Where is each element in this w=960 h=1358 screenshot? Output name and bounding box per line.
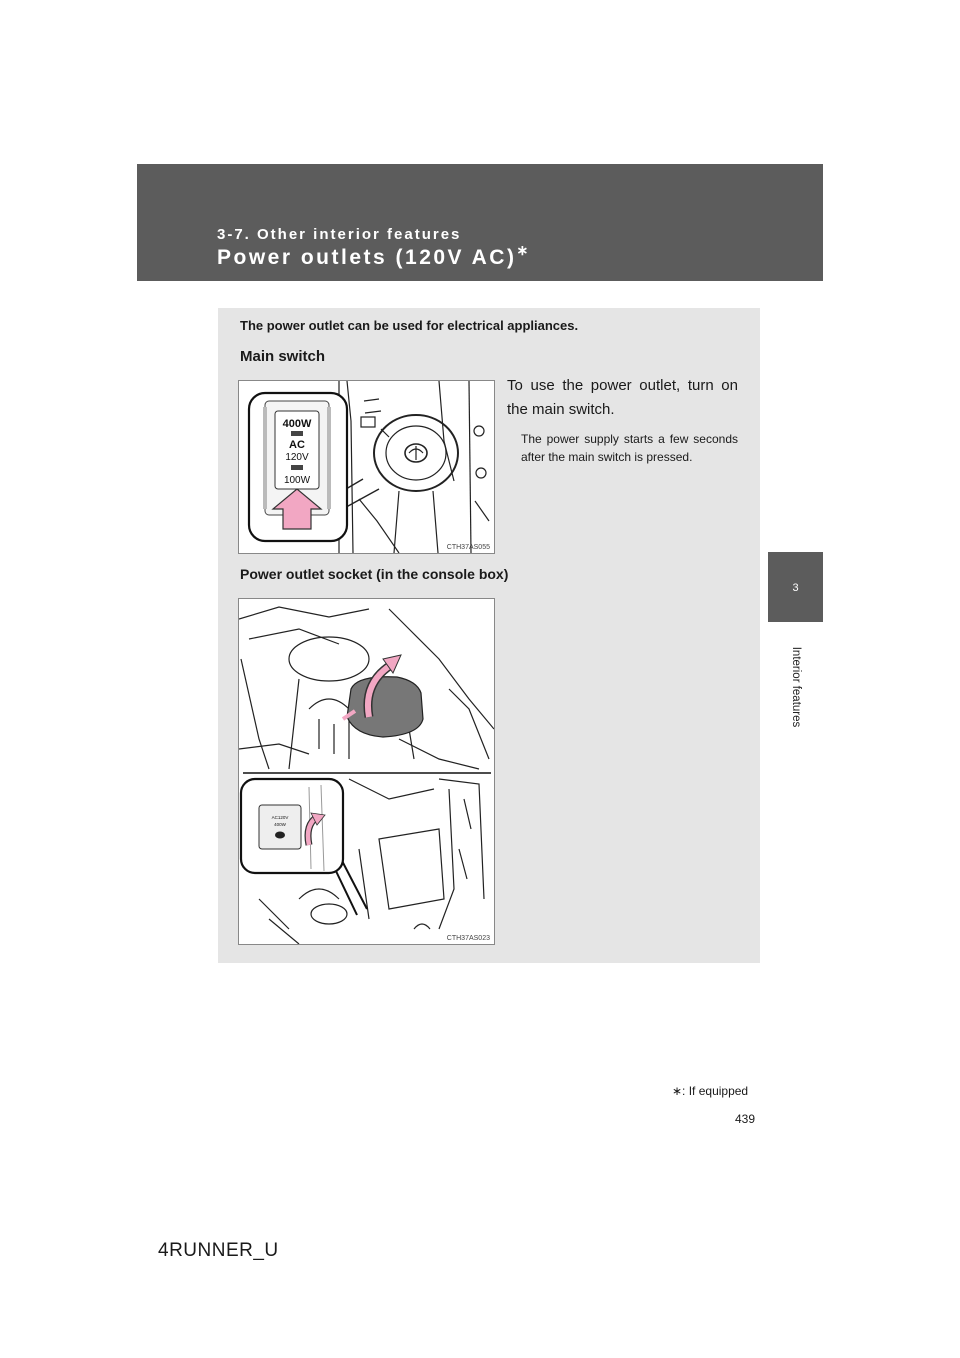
figure-code: CTH37AS055: [446, 544, 490, 551]
figure-code: CTH37AS023: [446, 935, 490, 942]
switch-label-120v: 120V: [285, 452, 309, 463]
socket-opening: [275, 832, 285, 839]
main-switch-note: The power supply starts a few seconds after the main switch is pressed.: [521, 432, 738, 464]
chapter-side-label: [768, 622, 823, 752]
page-number: 439: [735, 1112, 756, 1126]
chapter-title: Interior features: [789, 646, 802, 728]
title-mark: ∗: [516, 242, 529, 258]
switch-label-400w: 400W: [282, 418, 312, 430]
socket-inset: [241, 779, 343, 873]
socket-label-ac120v: AC120V: [271, 815, 289, 820]
content-panel: [218, 308, 760, 963]
main-switch-heading: Main switch: [240, 348, 326, 365]
main-switch-instruction: To use the power outlet, turn on the main switch.: [507, 377, 738, 418]
switch-inset: [249, 393, 347, 541]
chapter-tab: [768, 552, 823, 622]
switch-label-ac: AC: [289, 439, 305, 451]
socket-label-400w: 400W: [274, 822, 286, 827]
chapter-number: 3: [792, 582, 799, 594]
page-title-text: Power outlets (120V AC): [217, 246, 517, 269]
page-title: [217, 242, 529, 270]
console-box-drawing: [239, 599, 494, 944]
intro-text: The power outlet can be used for electrical appliances.: [240, 318, 579, 333]
section-label: 3-7. Other interior features: [217, 226, 462, 243]
socket-heading: Power outlet socket (in the console box): [240, 566, 509, 582]
main-switch-illustration: [238, 380, 495, 554]
socket-illustration: [238, 598, 495, 945]
document-id: 4RUNNER_U: [158, 1240, 279, 1261]
chapter-header: [137, 164, 823, 281]
switch-label-100w: 100W: [283, 475, 311, 486]
footnote: ∗: If equipped: [672, 1084, 749, 1098]
main-switch-drawing: [239, 381, 494, 553]
console-lid: [347, 677, 423, 737]
